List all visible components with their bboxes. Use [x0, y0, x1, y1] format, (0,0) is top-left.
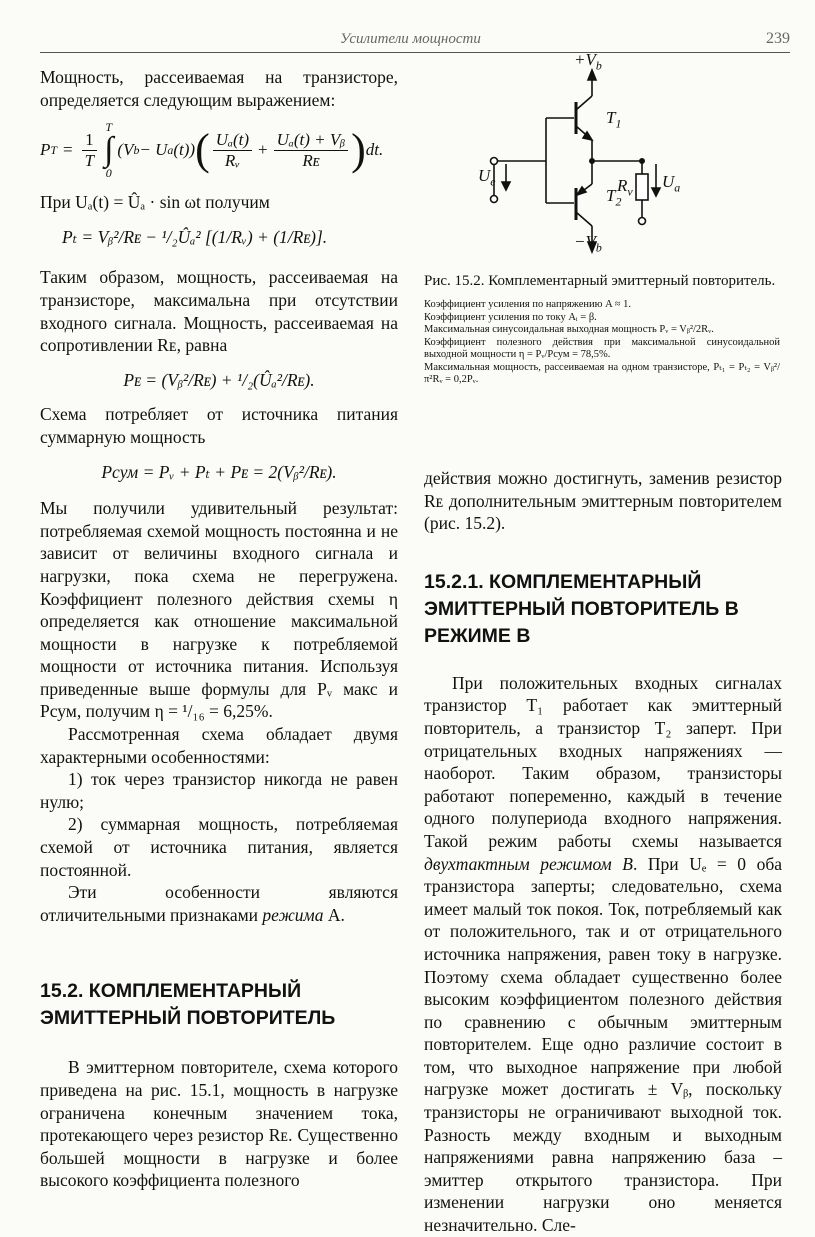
page-number: 239 [766, 30, 790, 47]
left-column [40, 66, 398, 1192]
label-t2: $T_2$ [606, 186, 622, 209]
list-item: 1) ток через транзистор никогда не равен нулю; [40, 769, 398, 812]
integral-lower: 0 [105, 166, 112, 181]
figure-caption [424, 273, 780, 387]
frac-den: Rᵥ [224, 150, 240, 170]
t1-collector [576, 96, 592, 110]
formula-fraction [82, 130, 97, 171]
circuit-figure [424, 50, 784, 268]
section-heading: 15.2. КОМПЛЕМЕНТАРНЫЙ ЭМИТТЕРНЫЙ ПОВТОРИТЕЛЬ [40, 980, 336, 1030]
t2-emitter-arrow [577, 187, 586, 195]
integral-upper: T [105, 120, 113, 135]
junction-dot [590, 159, 594, 163]
label-vb-pos: $+V_b$ [574, 50, 602, 73]
paragraph: Схема потребляет от источника питания суммарную мощность [40, 404, 398, 447]
caption-note: Максимальная синусоидальная выходная мощность Pᵥ = Vᵦ²/2Rᵥ. [424, 324, 714, 335]
circuit-diagram [424, 58, 784, 268]
paragraph [424, 672, 782, 1237]
formula-fraction [213, 130, 252, 171]
arrow-head [652, 188, 660, 196]
label-ue: $U_e$ [478, 166, 496, 189]
paragraph [40, 881, 398, 926]
text-run: . При Uₑ = 0 оба транзистора заперты; следовательно, схема имеет малый ток покоя. Ток, потребляемый как от положительного, так и от отрицательного источника напряжения, равен току в нагрузке. Поэтому схема обладает существенно более высоким коэффициентом полезного действия по сравнению с обычным эмиттерным повторителем. Еще одно различие состоит в том, что выходное напряжение при любой нагрузке может достигать ± Vᵦ, поскольку транзисторы не ограничивают выходной ток. Разность между входным и выходным напряжениями равна напряжению база – эмиттер открытого транзистора. При изменении нагрузки оно меняется незначительно. Сле- [424, 853, 782, 1236]
formula-part: dt. [365, 139, 384, 159]
formula-equals: = [63, 139, 73, 159]
formula-symbol: P [40, 139, 51, 159]
caption-note: Коэффициент усиления по току Aᵢ = β. [424, 311, 597, 323]
list-item: 2) суммарная мощность, потребляемая схемой от источника питания, является постоянной. [40, 814, 398, 880]
paragraph: В эмиттерном повторителе, схема которого приведена на рис. 15.1, мощность в нагрузке ограничена конечным значением тока, протекающего через резистор Rᴇ. Существенно большей мощности в нагрузке и более высокого коэффициента полезного [40, 1057, 398, 1191]
t2-collector [576, 212, 592, 226]
text-italic: двухтактным режимом B [424, 853, 633, 874]
formula-part: (t)) [173, 139, 196, 159]
formula-psum: Pсум = Pᵥ + Pₜ + Pᴇ = 2(Vᵦ²/Rᴇ). [101, 461, 337, 482]
label-ua: $U_a$ [662, 172, 681, 195]
load-resistor [636, 174, 648, 200]
output-ground-terminal [639, 218, 646, 225]
subsection-heading: 15.2.1. КОМПЛЕМЕНТАРНЫЙ ЭМИТТЕРНЫЙ ПОВТОРИТЕЛЬ В РЕЖИМЕ B [424, 570, 739, 647]
frac-num: 1 [82, 130, 97, 151]
paragraph: Рассмотренная схема обладает двумя характерными особенностями: [40, 724, 398, 767]
frac-den: Rᴇ [302, 150, 320, 170]
frac-num: Uₐ(t) [213, 130, 252, 151]
frac-num: Uₐ(t) + Vᵦ [274, 130, 348, 151]
paragraph: Мощность, рассеиваемая на транзисторе, определяется следующим выражением: [40, 67, 398, 110]
paragraph: При Uₐ(t) = Ûₐ · sin ωt получим [40, 192, 270, 213]
paragraph: действия можно достигнуть, заменив резистор Rᴇ дополнительным эмиттерным повторителем (рис. 15.2). [424, 468, 782, 534]
caption-note: Коэффициент усиления по напряжению A ≈ 1. [424, 299, 632, 310]
label-rv: $R_v$ [617, 176, 633, 199]
label-t1: $T_1$ [606, 108, 622, 131]
formula-power-transistor: P T = $\frac{1}{T}$ T ∫ 0 (V b − U a (t)) ( $\frac{\text{Uₐ(t)}}{\text{Rᵥ}}$ + $\frac{\text{Uₐ(t) + Vᵦ}}{\text{Rᴇ}}$ ) dt. [40, 120, 384, 181]
formula-fraction [274, 130, 348, 171]
text-run: При положительных входных сигналах транзистор T₁ работает как эмиттерный повторитель, а транзистор T₂ заперт. При отрицательных входных напряжениях — наоборот. Таким образом, транзисторы работают попеременно, каждый в течение одного полупериода входного напряжения. Такой режим работы схемы называется [424, 672, 782, 851]
frac-den: T [84, 150, 95, 170]
text-italic: режима [262, 904, 324, 925]
formula-subscript: T [50, 142, 58, 157]
formula-subscript: a [167, 142, 174, 157]
formula-part: (V [117, 139, 134, 159]
page-header [40, 30, 790, 53]
caption-note: Максимальная мощность, рассеиваемая на одном транзисторе, Pₜ₁ = Pₜ₂ = Vᵦ²/π²Rᵥ = 0,2Pᵥ. [424, 361, 780, 385]
input-terminal [491, 158, 498, 165]
running-title: Усилители мощности [340, 31, 481, 47]
paragraph: Таким образом, мощность, рассеиваемая на транзисторе, максимальна при отсутствии входного сигнала. Мощность, рассеиваемая на сопротивлении Rᴇ, равна [40, 267, 398, 356]
caption-title: Рис. 15.2. Комплементарный эмиттерный повторитель. [424, 273, 776, 289]
text-run: А. [323, 904, 345, 925]
formula-part: − U [139, 139, 168, 159]
formula-pe: Pᴇ = (Vᵦ²/Rᴇ) + ¹/₂(Ûₐ²/Rᴇ). [123, 369, 315, 390]
caption-note: Коэффициент полезного действия при максимальной синусоидальной выходной мощности η = Pᵥ/Pсум = 78,5%. [424, 336, 780, 360]
caption-notes [424, 299, 780, 387]
paragraph: Мы получили удивительный результат: потребляемая схемой мощность постоянна и не зависит от величины входного сигнала и нагрузки, пока схема не перегружена. Коэффициент полезного действия схемы η определяется как отношение максимальной мощности в нагрузке к потребляемой мощности от источника питания. Используя приведенные выше формулы для Pᵥ макс и Pсум, получим η = ¹/₁₆ = 6,25%. [40, 498, 398, 722]
arrow-head [502, 182, 510, 190]
right-column [424, 467, 782, 1237]
integral-sign: T ∫ 0 [104, 120, 114, 181]
label-vb-neg: $-V_b$ [574, 232, 602, 255]
formula-pt-sine: Pₜ = Vᵦ²/Rᴇ − ¹/₂Ûₐ² [(1/Rᵥ) + (1/Rᴇ)]. [62, 226, 328, 247]
formula-subscript: b [133, 142, 140, 157]
text-run: Эти особенности являются отличительными признаками [40, 882, 398, 925]
formula-plus: + [258, 139, 268, 159]
input-ground-terminal [491, 196, 498, 203]
